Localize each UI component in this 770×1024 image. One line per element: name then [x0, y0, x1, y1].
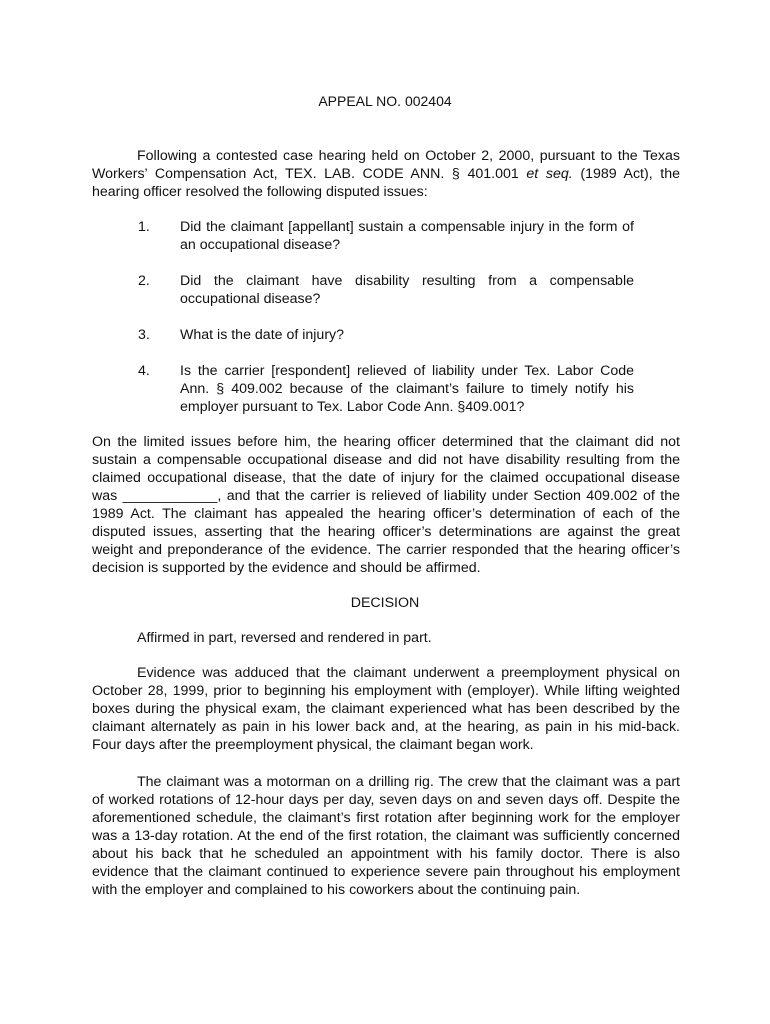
facts-paragraph: The claimant was a motorman on a drilling rig. The crew that the claimant was a part of worked rotations of 12-hour days per day, seven days on and seven days off. Despite the aforementioned schedule, the claimant’s first rotation after beginning work for the employer was a 13-day rotation. At the end of the first rotation, the claimant was sufficiently concerned about his back that he scheduled an appointment with his family doctor. There is also evidence that the claimant continued to experience severe pain throughout his employment with the employer and complained to his coworkers about the continuing pain. [92, 774, 680, 898]
issue-text: Did the claimant [appellant] sustain a compensable injury in the form of an occupational disease? [180, 219, 634, 253]
intro-text-part2: (1989 Act), the hearing officer resolved the following disputed issues: [92, 166, 681, 200]
evidence-paragraph: Evidence was adduced that the claimant underwent a preemployment physical on October 28, 1999, prior to beginning his employment with (employer). While lifting weighted boxes during the physical exam, the claimant experienced what has been described by the claimant alternately as pain in his lower back and, at the hearing, as pain in his mid-back. Four days after the preemployment physical, the claimant began work. [92, 665, 680, 753]
page-title: APPEAL NO. 002404 [318, 93, 452, 109]
issue-number: 1. [138, 219, 150, 235]
issue-number: 3. [138, 327, 150, 343]
issue-text: Did the claimant have disability resulting from a compensable occupational disease? [180, 273, 634, 307]
issue-number: 4. [138, 363, 150, 379]
summary-paragraph: On the limited issues before him, the hearing officer determined that the claimant did not sustain a compensable occupational disease and did not have disability resulting from the claimed occupational disease, that the date of injury for the claimed occupational disease was ____________, and that the carrier is relieved of liability under Section 409.002 of the 1989 Act. The claimant has appealed the hearing officer’s determination of each of the disputed issues, asserting that the hearing officer’s determinations are against the great weight and preponderance of the evidence. The carrier responded that the hearing officer’s decision is supported by the evidence and should be affirmed. [92, 434, 680, 576]
intro-text-part1: Following a contested case hearing held on October 2, 2000, pursuant to the Texas Workers’ Compensation Act, TEX. LAB. CODE ANN. § 401.001 [92, 148, 680, 182]
intro-text-italic: et seq. [526, 166, 573, 182]
decision-heading: DECISION [350, 595, 420, 611]
decision-ruling: Affirmed in part, reversed and rendered in part. [137, 630, 432, 646]
issue-text: What is the date of injury? [180, 327, 345, 343]
issue-text: Is the carrier [respondent] relieved of liability under Tex. Labor Code Ann. § 409.002 because of the claimant’s failure to timely notify his employer pursuant to Tex. Labor Code Ann. §409.001? [180, 363, 634, 415]
intro-paragraph [92, 147, 680, 201]
issue-number: 2. [138, 273, 150, 289]
